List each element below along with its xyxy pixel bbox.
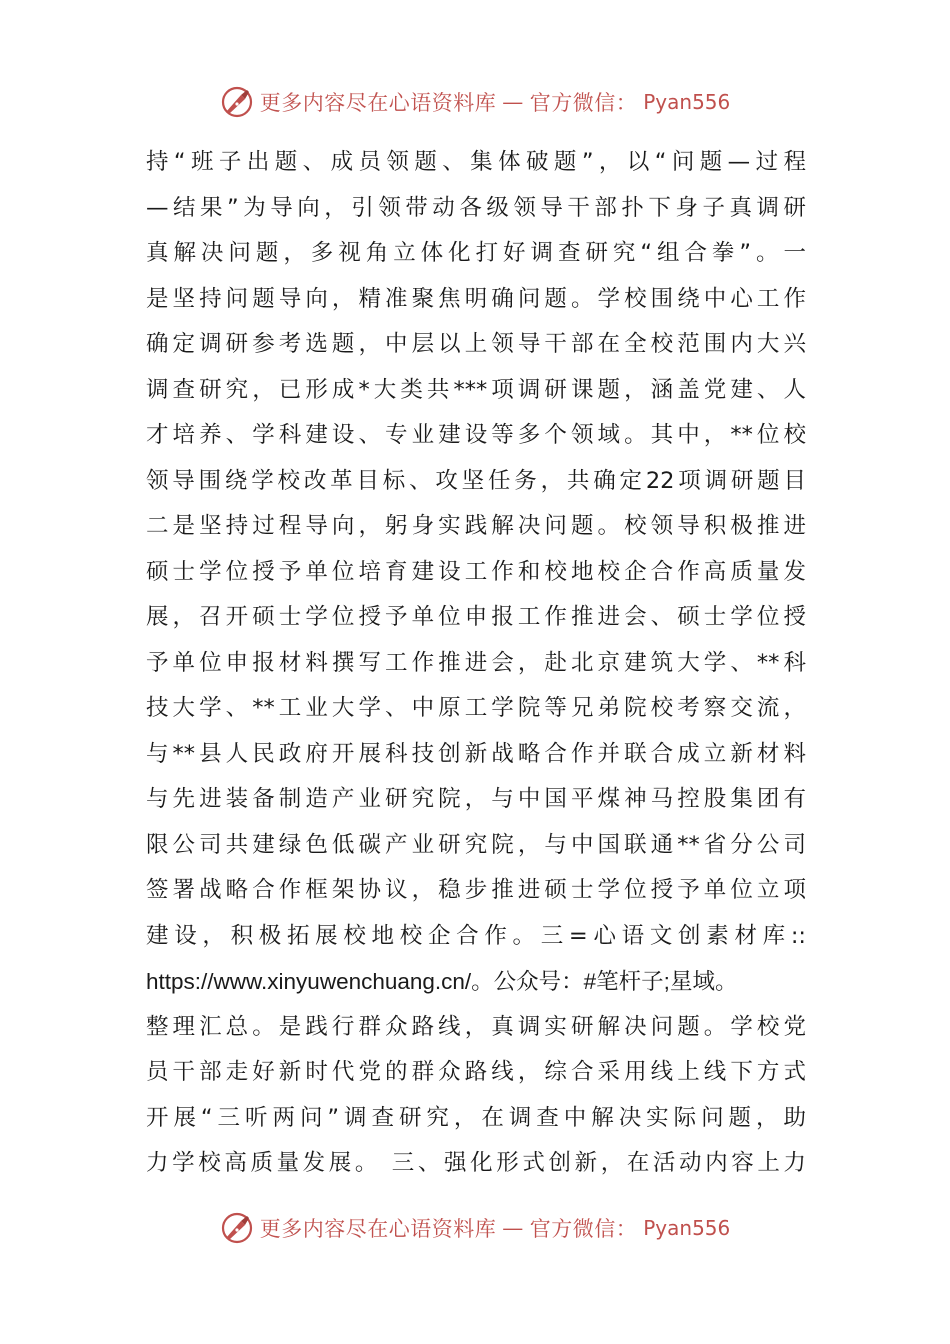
body-line: —结果”为导向，引领带动各级领导干部扑下身子真调研 bbox=[146, 194, 806, 221]
header-wechat-label: 官方微信： bbox=[529, 91, 638, 115]
footer-wechat-label: 官方微信： bbox=[529, 1217, 638, 1241]
footer-separator: — bbox=[502, 1216, 524, 1240]
header-brand: 更多内容尽在心语资料库 bbox=[259, 91, 497, 115]
document-body bbox=[146, 140, 806, 1187]
body-line: 硕士学位授予单位培育建设工作和校地校企合作高质量发 bbox=[146, 558, 806, 585]
body-line: 员干部走好新时代党的群众路线，综合采用线上线下方式 bbox=[146, 1059, 806, 1085]
body-line: 领导围绕学校改革目标、攻坚任务，共确定22项调研题目 bbox=[146, 467, 806, 494]
body-line: 展，召开硕士学位授予单位申报工作推进会、硕士学位授 bbox=[146, 604, 806, 630]
body-line: 调查研究，已形成*大类共***项调研课题，涵盖党建、人 bbox=[146, 376, 806, 403]
body-line: 开展“三听两问”调查研究，在调查中解决实际问题，助 bbox=[146, 1104, 806, 1131]
body-line: 力学校高质量发展。 三、强化形式创新，在活动内容上力 bbox=[146, 1150, 806, 1176]
body-line: 签署战略合作框架协议，稳步推进硕士学位授予单位立项 bbox=[146, 877, 806, 903]
pen-nib-logo-icon bbox=[220, 1211, 254, 1245]
body-line: 限公司共建绿色低碳产业研究院，与中国联通**省分公司 bbox=[146, 831, 806, 858]
body-line: 持“班子出题、成员领题、集体破题”，以“问题—过程 bbox=[146, 149, 806, 175]
body-line: 确定调研参考选题，中层以上领导干部在全校范围内大兴 bbox=[146, 331, 806, 357]
body-line-url: https://www.xinyuwenchuang.cn/。公众号：#笔杆子;星域。 bbox=[146, 969, 738, 994]
body-line: 是坚持问题导向，精准聚焦明确问题。学校围绕中心工作 bbox=[146, 285, 806, 312]
body-line: 建设，积极拓展校地校企合作。三=心语文创素材库:: bbox=[146, 922, 806, 949]
body-line: 与**县人民政府开展科技创新战略合作并联合成立新材料 bbox=[146, 740, 806, 767]
footer-banner bbox=[0, 1208, 950, 1248]
body-line: 二是坚持过程导向，躬身实践解决问题。校领导积极推进 bbox=[146, 513, 806, 539]
body-line: 技大学、**工业大学、中原工学院等兄弟院校考察交流， bbox=[146, 695, 806, 721]
body-line: 整理汇总。是践行群众路线，真调实研解决问题。学校党 bbox=[146, 1013, 806, 1040]
body-line: 真解决问题，多视角立体化打好调查研究“组合拳”。一 bbox=[146, 240, 806, 266]
header-separator: — bbox=[502, 90, 524, 114]
footer-wechat-id: Pyan556 bbox=[643, 1216, 731, 1240]
footer-brand: 更多内容尽在心语资料库 bbox=[259, 1217, 497, 1241]
body-line: 予单位申报材料撰写工作推进会，赴北京建筑大学、**科 bbox=[146, 649, 806, 676]
header-banner bbox=[0, 82, 950, 122]
body-line: 才培养、学科建设、专业建设等多个领域。其中，**位校 bbox=[146, 422, 806, 448]
header-wechat-id: Pyan556 bbox=[643, 90, 731, 114]
body-line: 与先进装备制造产业研究院，与中国平煤神马控股集团有 bbox=[146, 786, 806, 812]
pen-nib-logo-icon bbox=[220, 85, 254, 119]
